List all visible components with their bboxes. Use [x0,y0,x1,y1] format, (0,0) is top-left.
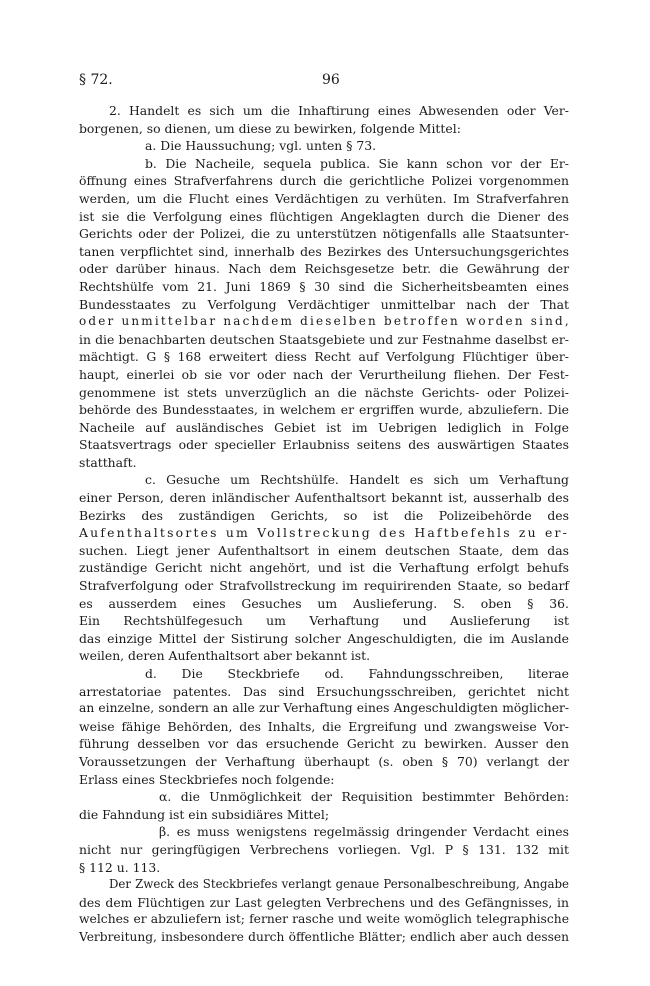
text-line: Verbreitung, insbesondere durch öffentliche Blätter; endlich aber auch dessen [79,929,569,944]
text-line: arrestatoriae patentes. Das sind Ersuchungsschreiben, gerichtet nicht [79,683,569,699]
text-line: oder darüber hinaus. Nach dem Reichsgesetze betr. die Gewährung der [79,261,569,277]
text-line: a. Die Haussuchung; vgl. unten § 73. [145,138,377,154]
text-line: d. Die Steckbriefe od. Fahndungsschreiben, literae [145,666,569,681]
text-line: Erlass eines Steckbriefes noch folgende: [79,771,335,787]
text-line: suchen. Liegt jener Aufenthaltsort in einem deutschen Staate, dem das [79,542,569,558]
text-line: borgenen, so dienen, um diese zu bewirken, folgende Mittel: [79,120,461,136]
text-line: Aufenthaltsortes um Vollstreckung des Haftbefehls zu er- [79,525,569,541]
text-line: genommene ist stets unverzüglich an die nächste Gerichts- oder Polizei- [79,384,569,400]
text-line: führung desselben vor das ersuchende Gericht zu bewirken. Ausser den [79,736,569,752]
text-line: β. es muss wenigstens regelmässig dringender Verdacht eines [159,824,569,840]
text-line: die Fahndung ist ein subsidiäres Mittel; [79,806,329,822]
text-line: öffnung eines Strafverfahrens durch die gerichtliche Polizei vorgenommen [79,173,569,189]
text-line: zuständige Gericht nicht angehört, und ist die Verhaftung erfolgt behufs [79,560,569,576]
text-line: α. die Unmöglichkeit der Requisition bestimmter Behörden: [159,789,569,805]
text-line: b. Die Nacheile, sequela publica. Sie kann schon vor der Er- [145,155,569,171]
text-line: haupt, einerlei ob sie vor oder nach der Verurtheilung fliehen. Der Fest- [79,366,569,382]
text-line: Ein Rechtshülfegesuch um Verhaftung und Auslieferung ist [79,613,569,629]
section-reference: § 72. [79,72,113,88]
text-line: weilen, deren Aufenthaltsort aber bekannt ist. [79,648,371,664]
text-line: c. Gesuche um Rechtshülfe. Handelt es sich um Verhaftung [145,472,569,488]
text-line: oder unmittelbar nachdem dieselben betroffen worden sind, [79,314,571,329]
book-page [79,72,569,947]
text-line: Der Zweck des Steckbriefes verlangt genaue Personalbeschreibung, Angabe [109,877,569,892]
text-line: weise fähige Behörden, des Inhalts, die Ergreifung und zwangsweise Vor- [79,718,569,734]
text-line: werden, um die Flucht eines Verdächtigen zu verhüten. Im Strafverfahren [79,190,569,206]
page-number: 96 [322,72,340,88]
text-line: Staatsvertrags oder specieller Erlaubniss seitens des auswärtigen Staates [79,437,569,453]
body-text [79,102,569,947]
text-line: welches er abzuliefern ist; ferner rasche und weite womöglich telegraphische [79,912,569,927]
text-line: Nacheile auf ausländisches Gebiet ist im Uebrigen lediglich in Folge [79,419,569,435]
text-line: behörde des Bundesstaates, in welchem er ergriffen wurde, abzuliefern. Die [79,402,569,418]
page-header [79,72,569,94]
text-line: Rechtshülfe vom 21. Juni 1869 § 30 sind die Sicherheitsbeamten eines [79,278,569,294]
text-line: Bundesstaates zu Verfolgung Verdächtiger unmittelbar nach der That [79,296,569,312]
text-line: ist sie die Verfolgung eines flüchtigen Angeklagten durch die Diener des [79,208,569,224]
text-line: tanen verpflichtet sind, innerhalb des Bezirkes des Untersuchungsgerichtes [79,243,569,259]
text-line: Bezirks des zuständigen Gerichts, so ist die Polizeibehörde des [79,507,569,523]
text-line: einer Person, deren inländischer Aufenthaltsort bekannt ist, ausserhalb des [79,490,569,506]
text-line: 2. Handelt es sich um die Inhaftirung eines Abwesenden oder Ver- [109,103,569,118]
text-line: das einzige Mittel der Sistirung solcher Angeschuldigten, die im Auslande [79,630,569,646]
text-line: mächtigt. G § 168 erweitert diess Recht auf Verfolgung Flüchtiger über- [79,349,569,365]
text-line: nicht nur geringfügigen Verbrechens vorliegen. Vgl. P § 131. 132 mit [79,841,569,857]
text-line: Voraussetzungen der Verhaftung überhaupt (s. oben § 70) verlangt der [79,753,569,769]
text-line: in die benachbarten deutschen Staatsgebiete und zur Festnahme daselbst er- [79,331,569,347]
text-line: an einzelne, sondern an alle zur Verhaftung eines Angeschuldigten möglicher- [79,701,569,716]
text-line: Strafverfolgung oder Strafvollstreckung im requirirenden Staate, so bedarf [79,578,569,594]
text-line: des dem Flüchtigen zur Last gelegten Verbrechens und des Gefängnisses, in [79,894,569,910]
text-line: statthaft. [79,454,137,470]
text-line: § 112 u. 113. [79,859,161,875]
text-line: Gerichts oder der Polizei, die zu unterstützen nötigenfalls alle Staatsunter- [79,226,569,242]
text-line: es ausserdem eines Gesuches um Auslieferung. S. oben § 36. [79,595,569,611]
